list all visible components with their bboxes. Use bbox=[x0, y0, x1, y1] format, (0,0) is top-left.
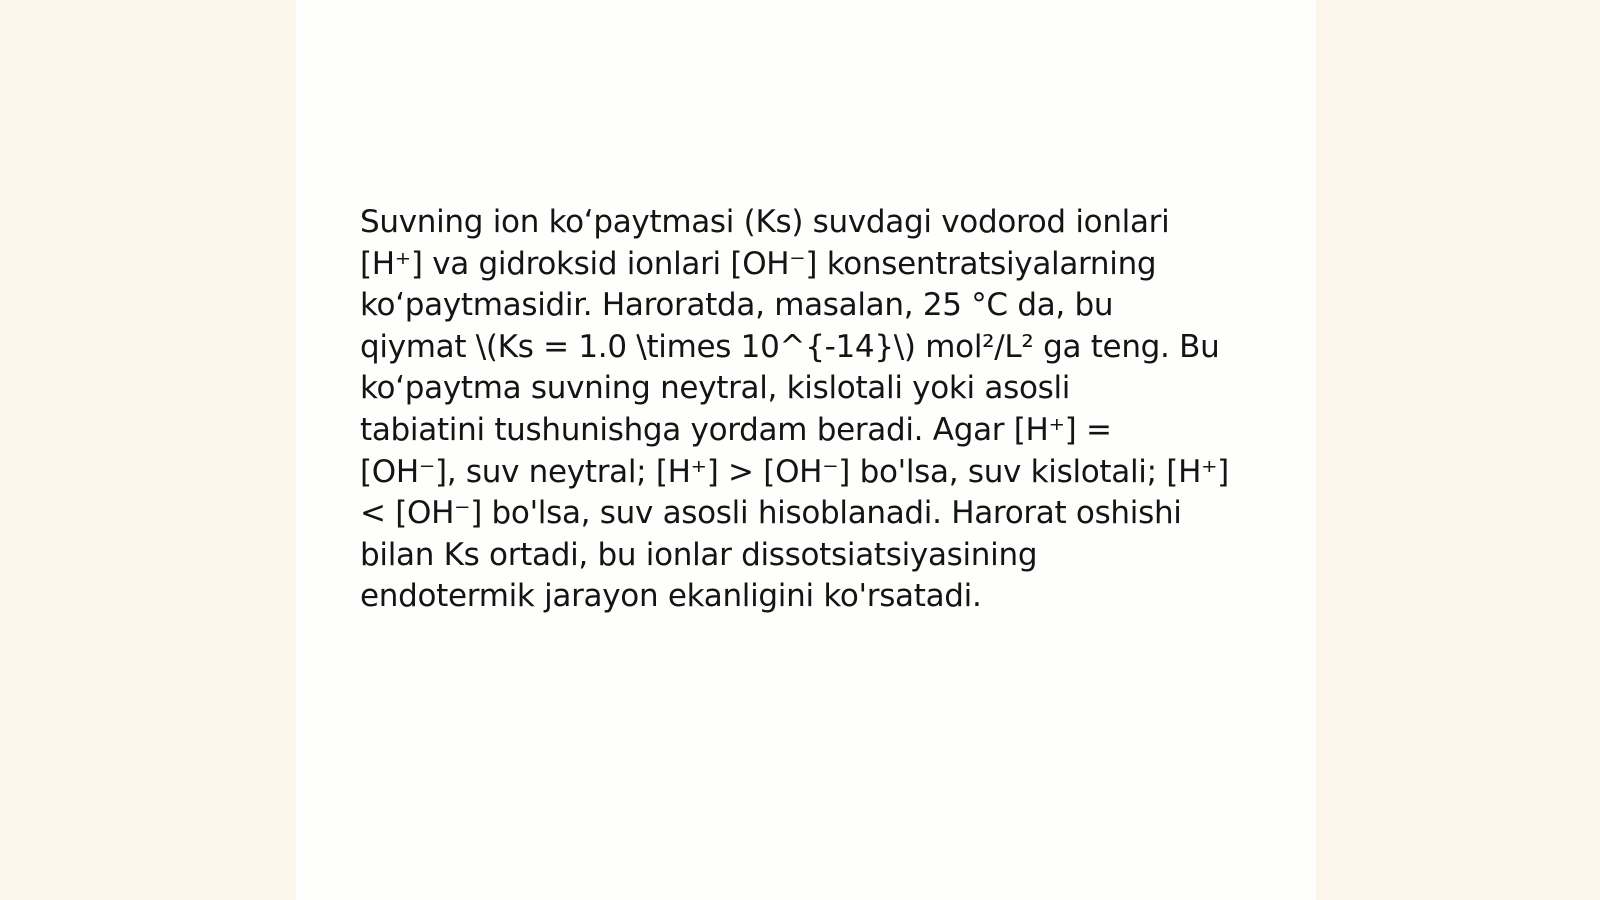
document-page bbox=[296, 0, 1316, 900]
right-margin bbox=[1316, 0, 1600, 900]
body-paragraph: Suvning ion koʻpaytmasi (Ks) suvdagi vodorod ionlari [H⁺] va gidroksid ionlari [OH⁻] konsentratsiyalarning koʻpaytmasidir. Haroratda, masalan, 25 °C da, bu qiymat \(Ks = 1.0 \times 10^{-14}\) mol²/L² ga teng. Bu koʻpaytma suvning neytral, kislotali yoki asosli tabiatini tushunishga yordam beradi. Agar [H⁺] = [OH⁻], suv neytral; [H⁺] > [OH⁻] bo'lsa, suv kislotali; [H⁺] < [OH⁻] bo'lsa, suv asosli hisoblanadi. Harorat oshishi bilan Ks ortadi, bu ionlar dissotsiatsiyasining endotermik jarayon ekanligini ko'rsatadi. bbox=[360, 204, 1229, 615]
left-margin bbox=[0, 0, 296, 900]
